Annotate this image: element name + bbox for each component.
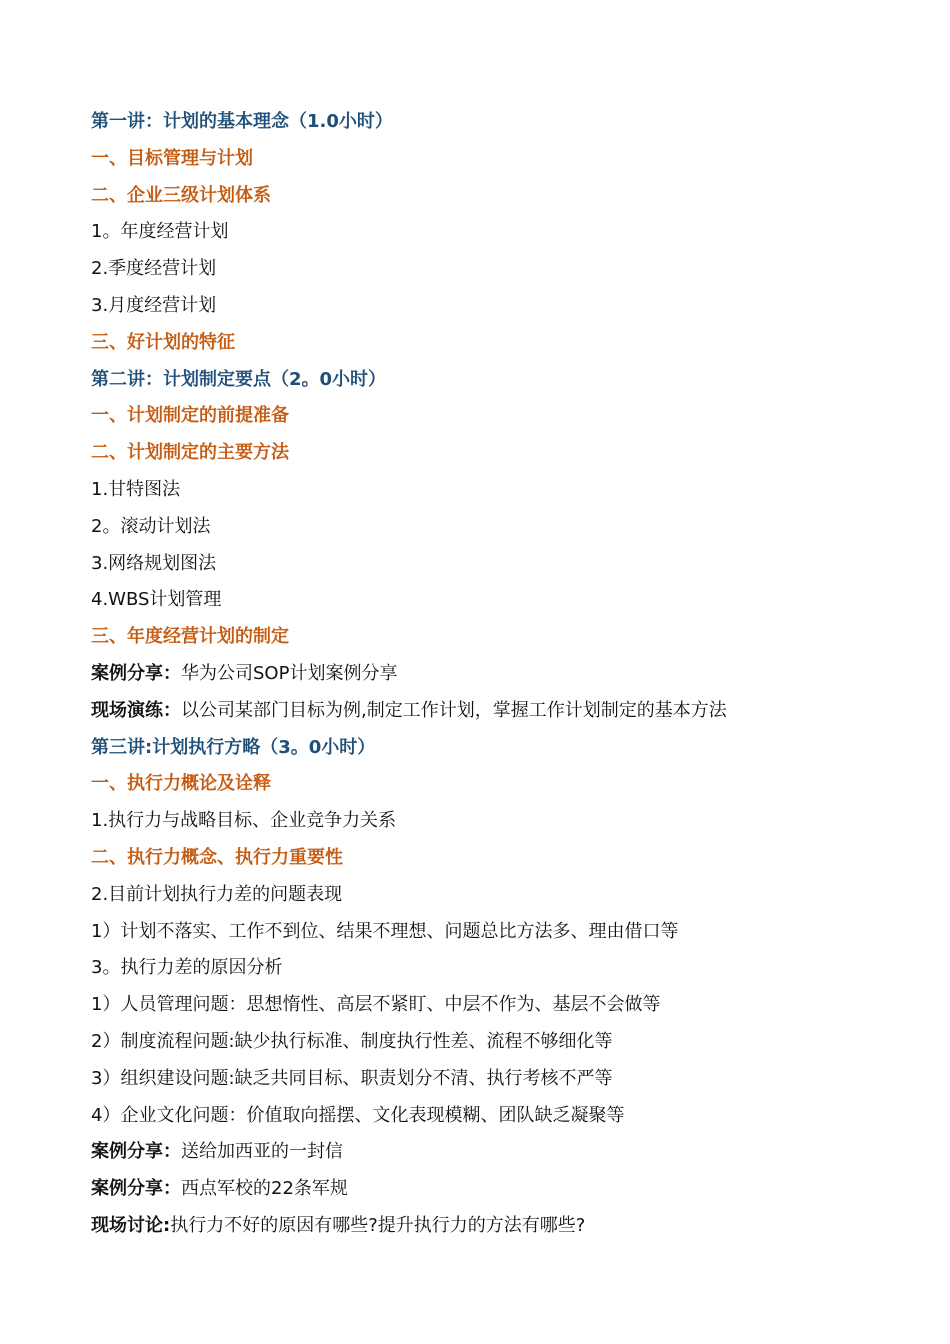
body-line: 4）企业文化问题：价值取向摇摆、文化表现模糊、团队缺乏凝聚等	[91, 1104, 625, 1126]
body-line: 3.月度经营计划	[91, 294, 217, 316]
body-line: 4.WBS计划管理	[91, 589, 222, 611]
section-heading: 三、年度经营计划的制定	[91, 626, 289, 648]
section-heading: 二、企业三级计划体系	[91, 184, 271, 206]
line-text: 以公司某部门目标为例,制定工作计划，掌握工作计划制定的基本方法	[181, 699, 727, 721]
section-heading: 二、执行力概念、执行力重要性	[91, 846, 343, 868]
labeled-line	[91, 1171, 911, 1208]
section-heading: 三、好计划的特征	[91, 331, 235, 353]
section-heading: 二、计划制定的主要方法	[91, 442, 289, 464]
line-text: 西点军校的22条军规	[181, 1178, 348, 1200]
labeled-line	[91, 656, 911, 693]
body-line: 3）组织建设问题:缺乏共同目标、职责划分不清、执行考核不严等	[91, 1067, 613, 1089]
section-heading: 一、目标管理与计划	[91, 147, 253, 169]
section-heading: 一、计划制定的前提准备	[91, 405, 289, 427]
body-line: 1.甘特图法	[91, 478, 181, 500]
section-heading: 一、执行力概论及诠释	[91, 773, 271, 795]
line-label: 案例分享：	[91, 1178, 181, 1200]
body-line: 2。滚动计划法	[91, 515, 211, 537]
labeled-line	[91, 693, 911, 730]
labeled-line	[91, 1208, 911, 1245]
body-line: 1.执行力与战略目标、企业竞争力关系	[91, 810, 397, 832]
body-line: 1）计划不落实、工作不到位、结果不理想、问题总比方法多、理由借口等	[91, 920, 679, 942]
body-line: 3。执行力差的原因分析	[91, 957, 283, 979]
body-line: 2.季度经营计划	[91, 258, 217, 280]
line-text: 华为公司SOP计划案例分享	[181, 662, 398, 684]
body-line: 3.网络规划图法	[91, 552, 217, 574]
line-label: 案例分享：	[91, 662, 181, 684]
labeled-line	[91, 1134, 911, 1171]
body-line: 1）人员管理问题：思想惰性、高层不紧盯、中层不作为、基层不会做等	[91, 994, 661, 1016]
body-line: 2.目前计划执行力差的问题表现	[91, 883, 343, 905]
course-outline	[91, 104, 911, 1245]
line-text: 执行力不好的原因有哪些?提升执行力的方法有哪些?	[170, 1214, 586, 1236]
line-label: 现场演练：	[91, 699, 181, 721]
lecture-heading: 第一讲：计划的基本理念（1.0小时）	[91, 111, 393, 132]
line-label: 现场讨论:	[91, 1214, 171, 1236]
body-line: 1。年度经营计划	[91, 221, 229, 243]
line-text: 送给加西亚的一封信	[181, 1141, 343, 1163]
lecture-heading: 第三讲:计划执行方略（3。0小时）	[91, 736, 376, 758]
line-label: 案例分享：	[91, 1141, 181, 1163]
lecture-heading: 第二讲：计划制定要点（2。0小时）	[91, 368, 387, 390]
body-line: 2）制度流程问题:缺少执行标准、制度执行性差、流程不够细化等	[91, 1030, 613, 1052]
